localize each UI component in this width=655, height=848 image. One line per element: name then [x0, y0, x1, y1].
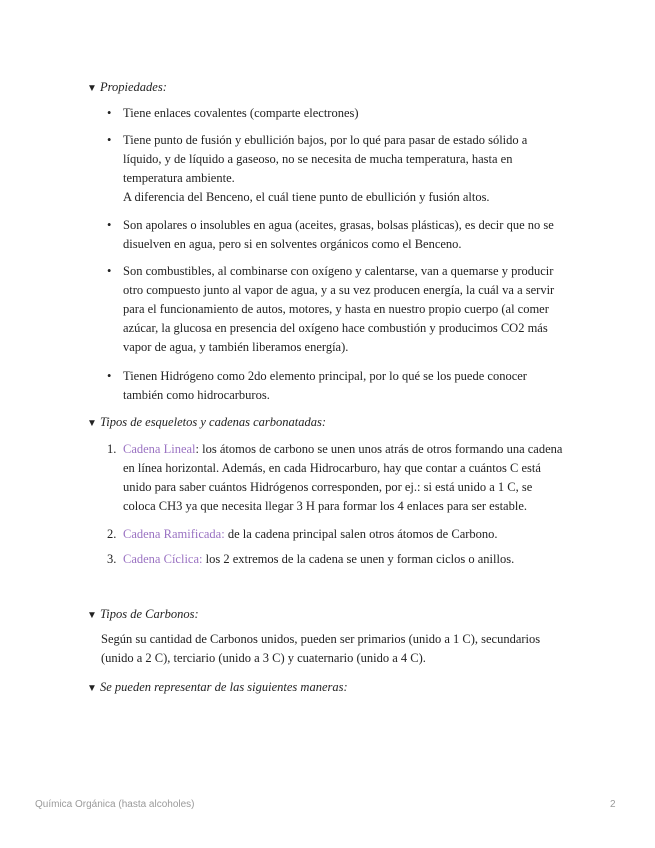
text-line: en línea horizontal. Además, en cada Hidrocarburo, hay que contar a cuántos C está	[123, 461, 541, 475]
text-line: Tiene punto de fusión y ebullición bajos, por lo qué para pasar de estado sólido a	[123, 133, 528, 147]
toggle-propiedades[interactable]	[87, 78, 167, 98]
text-line: de la cadena principal salen otros átomos de Carbono.	[224, 527, 498, 541]
text-line: disuelven en agua, pero si en solventes orgánicos como el Benceno.	[123, 237, 462, 251]
toggle-heading: Tipos de esqueletos y cadenas carbonatadas:	[100, 415, 327, 429]
chain-term: Cadena Ramificada:	[123, 527, 225, 541]
text-line: A diferencia del Benceno, el cuál tiene punto de ebullición y fusión altos.	[123, 190, 490, 204]
text-line: para el funcionamiento de autos, motores, y hasta en nuestro propio cuerpo (al comer	[123, 302, 549, 316]
numbered-item	[107, 525, 498, 544]
text-line: Son apolares o insolubles en agua (aceites, grasas, bolsas plásticas), es decir que no se	[123, 218, 554, 232]
text-line: Son combustibles, al combinarse con oxígeno y calentarse, van a quemarse y producir	[123, 264, 554, 278]
text-line: Tienen Hidrógeno como 2do elemento principal, por lo qué se los puede conocer	[123, 369, 527, 383]
list-item	[107, 367, 527, 405]
footer-title: Química Orgánica (hasta alcoholes)	[35, 799, 195, 810]
text-line: coloca CH3 ya que necesita llegar 3 H para formar los 4 enlaces para ser estable.	[123, 499, 527, 513]
text-line: : los átomos de carbono se unen unos atrás de otros formando una cadena	[195, 442, 563, 456]
list-item	[107, 216, 554, 254]
list-item	[107, 262, 555, 357]
list-item	[107, 131, 528, 207]
numbered-item	[107, 440, 563, 516]
text-line: líquido, y de líquido a gaseoso, no se necesita de mucha temperatura, hasta en	[123, 152, 513, 166]
toggle-cadenas[interactable]	[87, 413, 326, 433]
chain-term: Cadena Cíclica:	[123, 552, 203, 566]
text-line: los 2 extremos de la cadena se unen y forman ciclos o anillos.	[202, 552, 515, 566]
bullet-icon: •	[107, 264, 112, 278]
toggle-heading: Tipos de Carbonos:	[100, 607, 199, 621]
numbered-item	[107, 550, 515, 569]
text-line: azúcar, la glucosa en presencia del oxígeno hace combustión y producimos CO2 más	[123, 321, 548, 335]
toggle-heading: Se pueden representar de las siguientes maneras:	[100, 680, 348, 694]
text-line: unido para saber cuántos Hidrógenos corresponden, por ej.: si está unido a 1 C, se	[123, 480, 533, 494]
text-line: Tiene enlaces covalentes (comparte electrones)	[123, 106, 359, 120]
item-number: 3.	[107, 552, 117, 566]
chain-term: Cadena Lineal	[123, 442, 196, 456]
triangle-down-icon[interactable]: ▼	[87, 418, 97, 429]
triangle-down-icon[interactable]: ▼	[87, 83, 97, 94]
text-line: Según su cantidad de Carbonos unidos, pueden ser primarios (unido a 1 C), secundarios	[101, 632, 541, 646]
triangle-down-icon[interactable]: ▼	[87, 610, 97, 621]
bullet-icon: •	[107, 218, 112, 232]
triangle-down-icon[interactable]: ▼	[87, 683, 97, 694]
text-line: otro compuesto junto al vapor de agua, y a su vez producen energía, la cuál va a servir	[123, 283, 555, 297]
text-line: temperatura ambiente.	[123, 171, 235, 185]
toggle-heading: Propiedades:	[100, 80, 167, 94]
text-line: (unido a 2 C), terciario (unido a 3 C) y cuaternario (unido a 4 C).	[101, 651, 426, 665]
carbonos-paragraph	[101, 630, 540, 668]
item-number: 1.	[107, 442, 117, 456]
bullet-icon: •	[107, 106, 112, 120]
page-number: 2	[610, 799, 616, 810]
text-line: vapor de agua, y también liberamos energía).	[123, 340, 349, 354]
toggle-carbonos[interactable]	[87, 605, 199, 625]
text-line: también como hidrocarburos.	[123, 388, 270, 402]
item-number: 2.	[107, 527, 117, 541]
bullet-icon: •	[107, 133, 112, 147]
toggle-representar[interactable]	[87, 678, 348, 698]
bullet-icon: •	[107, 369, 112, 383]
list-item	[107, 104, 359, 123]
